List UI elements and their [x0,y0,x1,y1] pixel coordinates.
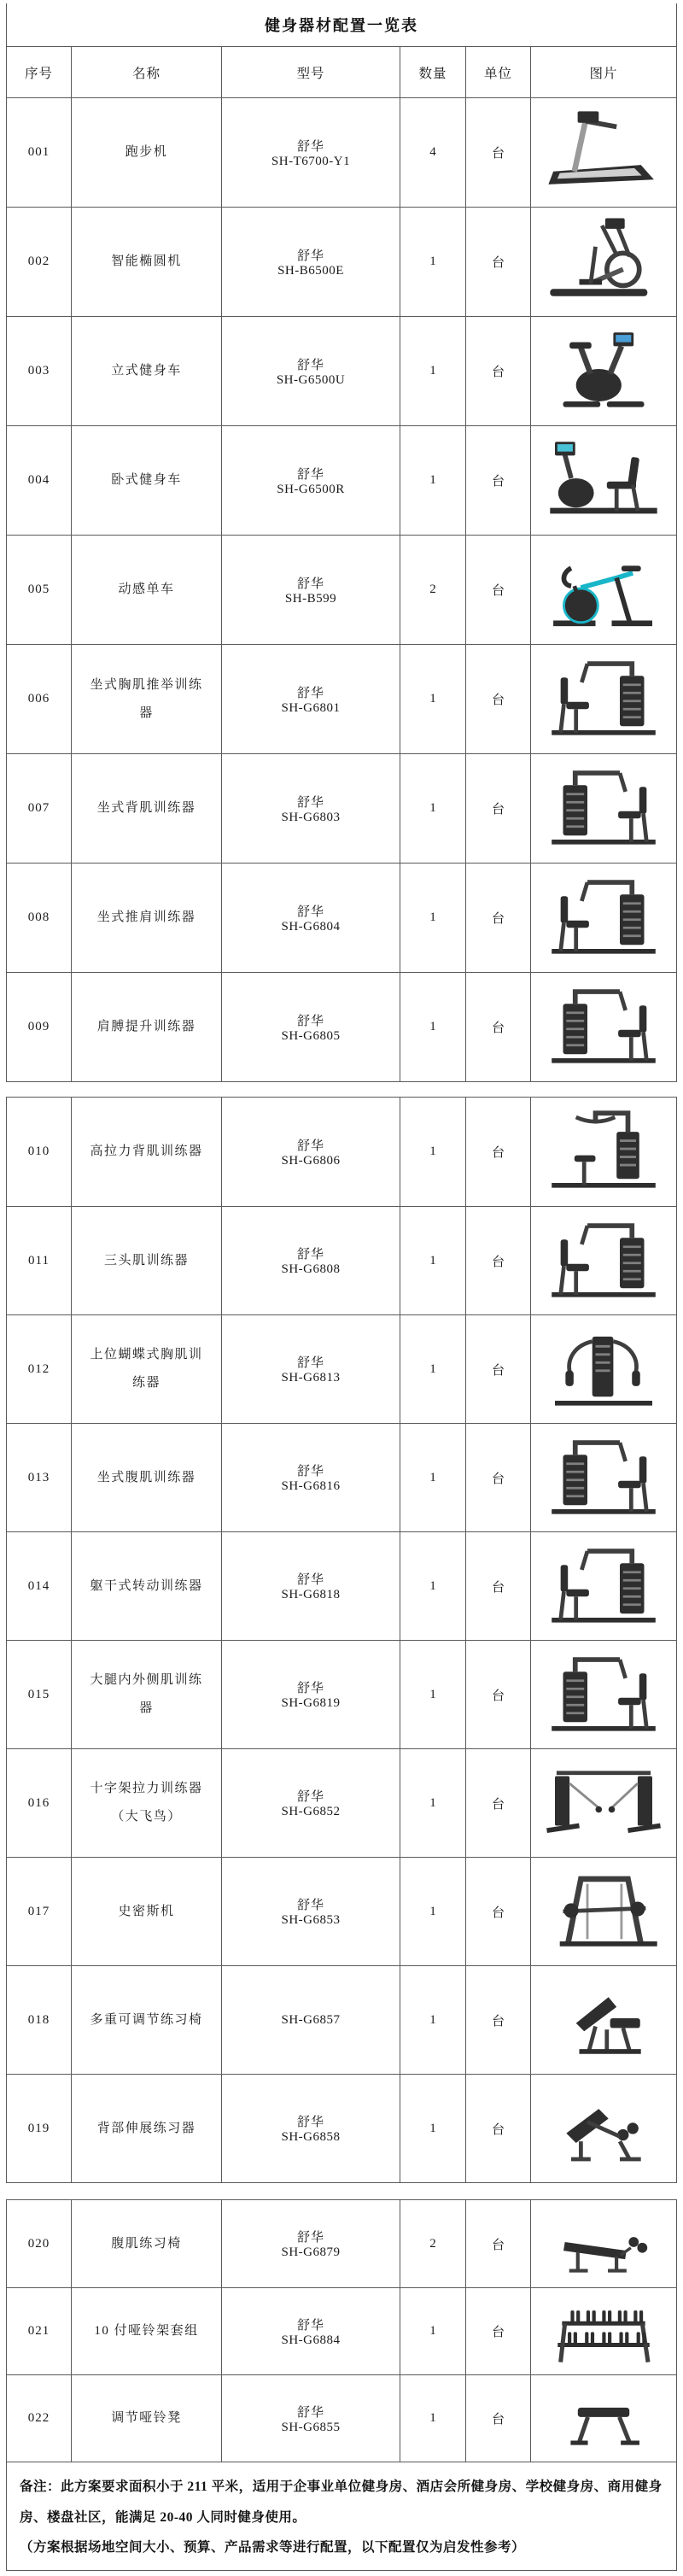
brand-label: 舒华 [296,577,324,591]
strength-machine-a-icon [539,866,668,969]
brand-label: 舒华 [296,1248,324,1262]
page-break-gap [6,2183,677,2199]
unit-cell: 台 [466,1641,531,1748]
row-index-cell: 009 [7,973,72,1081]
row-index-cell: 019 [7,2075,72,2182]
model-cell [222,426,400,535]
dumbbell-stool-icon [539,2376,668,2461]
notes-line-1 [20,2472,663,2532]
quantity-cell: 1 [400,645,466,753]
col-header-model: 型号 [222,47,400,97]
notes-block [7,2462,676,2570]
brand-label: 舒华 [296,905,324,919]
model-label: SH-G6500U [276,372,346,387]
row-index-cell: 022 [7,2375,72,2462]
strength-machine-a-icon [539,1535,668,1638]
model-label: SH-G6884 [281,2333,341,2347]
quantity-cell: 1 [400,1641,466,1748]
photo-cell [531,1532,676,1640]
model-cell [222,2075,400,2182]
strength-machine-b-icon [539,1426,668,1530]
notes-line-2: （方案根据场地空间大小、预算、产品需求等进行配置，以下配置仅为启发性参考） [20,2540,526,2556]
model-label: SH-G6857 [281,2012,341,2027]
row-index-cell: 008 [7,864,72,972]
table-row [7,1423,676,1531]
brand-label: 舒华 [296,1356,324,1370]
col-header-quantity: 数量 [400,47,466,97]
strength-machine-a-icon [539,647,668,751]
strength-machine-b-icon [539,757,668,860]
photo-cell [531,1641,676,1748]
photo-cell [531,1207,676,1314]
equipment-name-cell: 肩膊提升训练器 [72,973,222,1081]
title-row [7,3,676,46]
col-header-unit: 单位 [466,47,531,97]
brand-label: 舒华 [296,249,324,263]
row-index-cell: 005 [7,536,72,644]
model-label: SH-G6500R [277,482,345,496]
model-label: SH-G6853 [281,1913,341,1927]
lat-pulldown-icon [539,1100,668,1203]
photo-cell [531,208,676,316]
unit-cell: 台 [466,2200,531,2287]
ab-bench-icon [539,2202,668,2286]
equipment-name-cell: 大腿内外侧肌训练器 [72,1641,222,1748]
quantity-cell: 1 [400,1749,466,1857]
row-index-cell: 003 [7,317,72,425]
table-row [7,2374,676,2462]
spin-bike-icon [539,538,668,641]
equipment-name-cell: 坐式腹肌训练器 [72,1424,222,1531]
dumbbell-rack-icon [539,2289,668,2374]
model-cell [222,1207,400,1314]
col-header-index: 序号 [7,47,72,97]
model-label: SH-G6806 [281,1153,341,1168]
table-row [7,2287,676,2374]
brand-label: 舒华 [296,467,324,482]
model-label: SH-G6801 [281,700,341,715]
row-index-cell: 004 [7,426,72,535]
photo-cell [531,1858,676,1965]
model-label: SH-G6855 [281,2420,341,2434]
model-cell [222,1641,400,1748]
notes-label: 备注： [20,2479,61,2494]
table-row [7,2200,676,2287]
unit-cell: 台 [466,317,531,425]
quantity-cell: 1 [400,208,466,316]
quantity-cell: 2 [400,536,466,644]
quantity-cell: 2 [400,2200,466,2287]
brand-label: 舒华 [296,2318,324,2333]
quantity-cell: 1 [400,1858,466,1965]
model-cell [222,317,400,425]
table-row [7,535,676,644]
table-row [7,97,676,207]
quantity-cell: 1 [400,754,466,863]
table-row [7,1640,676,1748]
brand-label: 舒华 [296,2231,324,2245]
unit-cell: 台 [466,754,531,863]
quantity-cell: 4 [400,98,466,207]
photo-cell [531,1749,676,1857]
equipment-name-cell: 史密斯机 [72,1858,222,1965]
model-label: SH-G6879 [281,2245,341,2259]
brand-label: 舒华 [296,1465,324,1478]
row-index-cell: 015 [7,1641,72,1748]
brand-label: 舒华 [296,2116,324,2129]
model-label: SH-G6808 [281,1262,341,1276]
table-row [7,863,676,972]
row-index-cell: 013 [7,1424,72,1531]
model-label: SH-G6852 [281,1805,341,1818]
model-label: SH-G6813 [281,1371,341,1385]
equipment-name-cell: 多重可调节练习椅 [72,1966,222,2074]
equipment-name-cell: 躯干式转动训练器 [72,1532,222,1640]
unit-cell: 台 [466,864,531,972]
model-cell [222,1858,400,1965]
col-header-photo: 图片 [589,66,618,81]
quantity-cell: 1 [400,317,466,425]
row-index-cell: 020 [7,2200,72,2287]
photo-cell [531,1315,676,1423]
unit-cell: 台 [466,1749,531,1857]
unit-cell: 台 [466,208,531,316]
brand-label: 舒华 [296,1139,324,1153]
equipment-table-page-3 [6,2199,677,2571]
photo-cell [531,98,676,207]
model-cell [222,536,400,644]
col-header-name: 名称 [72,47,222,97]
equipment-name-cell: 10 付哑铃架套组 [72,2288,222,2374]
unit-cell: 台 [466,426,531,535]
table-row [7,1314,676,1423]
table-row [7,425,676,535]
equipment-name-cell: 智能椭圆机 [72,208,222,316]
brand-label: 舒华 [296,358,324,372]
model-cell [222,973,400,1081]
photo-cell [531,2375,676,2462]
equipment-name-cell: 三头肌训练器 [72,1207,222,1314]
cable-crossover-icon [539,1752,668,1855]
model-cell [222,1966,400,2074]
brand-label: 舒华 [296,2405,324,2420]
unit-cell: 台 [466,973,531,1081]
model-cell [222,1749,400,1857]
unit-cell: 台 [466,1424,531,1531]
unit-cell: 台 [466,2075,531,2182]
table-row [7,644,676,753]
photo-cell [531,2075,676,2182]
model-label: SH-T6700-Y1 [271,154,351,168]
photo-cell [531,2200,676,2287]
brand-label: 舒华 [296,795,324,810]
quantity-cell: 1 [400,2288,466,2374]
equipment-name-cell: 调节哑铃凳 [72,2375,222,2462]
brand-label: 舒华 [296,1014,324,1028]
row-index-cell: 014 [7,1532,72,1640]
equipment-table-page-1 [6,3,677,1082]
brand-label: 舒华 [296,1790,324,1804]
equipment-name-cell: 跑步机 [72,98,222,207]
model-cell [222,2288,400,2374]
row-index-cell: 002 [7,208,72,316]
equipment-name-cell: 坐式胸肌推举训练器 [72,645,222,753]
model-cell [222,2200,400,2287]
quantity-cell: 1 [400,1532,466,1640]
quantity-cell: 1 [400,864,466,972]
row-index-cell: 018 [7,1966,72,2074]
equipment-name-cell: 十字架拉力训练器（大飞鸟） [72,1749,222,1857]
row-index-cell: 011 [7,1207,72,1314]
unit-cell: 台 [466,98,531,207]
equipment-name-cell: 腹肌练习椅 [72,2200,222,2287]
adjustable-bench-icon [539,1969,668,2072]
photo-cell [531,1424,676,1531]
equipment-name-cell: 坐式背肌训练器 [72,754,222,863]
equipment-name-cell: 上位蝴蝶式胸肌训练器 [72,1315,222,1423]
equipment-name-cell: 背部伸展练习器 [72,2075,222,2182]
page-break-gap [6,1082,677,1097]
model-label: SH-B599 [284,591,337,606]
model-label: SH-G6858 [281,2130,341,2144]
table-row [7,1857,676,1965]
photo-cell [531,536,676,644]
quantity-cell: 1 [400,2375,466,2462]
upright-bike-icon [539,319,668,423]
model-label: SH-G6803 [281,810,341,824]
model-label: SH-G6804 [281,919,341,934]
pec-fly-icon [539,1318,668,1421]
table-row [7,1098,676,1206]
page-title: 健身器材配置一览表 [265,17,418,34]
model-cell [222,1315,400,1423]
photo-cell [531,973,676,1081]
elliptical-icon [539,210,668,313]
equipment-name-cell: 坐式推肩训练器 [72,864,222,972]
table-row [7,1206,676,1314]
model-label: SH-B6500E [277,263,344,278]
photo-cell [531,754,676,863]
strength-machine-b-icon [539,975,668,1079]
model-cell [222,645,400,753]
equipment-name-cell: 动感单车 [72,536,222,644]
unit-cell: 台 [466,645,531,753]
model-cell [222,208,400,316]
photo-cell [531,2288,676,2374]
row-index-cell: 006 [7,645,72,753]
unit-cell: 台 [466,1098,531,1206]
row-index-cell: 012 [7,1315,72,1423]
unit-cell: 台 [466,1966,531,2074]
brand-label: 舒华 [296,1899,324,1912]
unit-cell: 台 [466,1858,531,1965]
table-row [7,1965,676,2074]
table-header-row [7,46,676,97]
photo-cell [531,317,676,425]
back-extension-icon [539,2077,668,2181]
row-index-cell: 010 [7,1098,72,1206]
strength-machine-a-icon [539,1209,668,1313]
model-cell [222,1098,400,1206]
row-index-cell: 007 [7,754,72,863]
unit-cell: 台 [466,2375,531,2462]
treadmill-icon [539,101,668,204]
table-row [7,2074,676,2182]
quantity-cell: 1 [400,1098,466,1206]
model-label: SH-G6819 [281,1696,341,1710]
quantity-cell: 1 [400,2075,466,2182]
table-row [7,316,676,425]
quantity-cell: 1 [400,1424,466,1531]
model-cell [222,864,400,972]
unit-cell: 台 [466,2288,531,2374]
model-label: SH-G6816 [281,1479,341,1493]
recumbent-bike-icon [539,429,668,532]
smith-machine-icon [539,1860,668,1964]
brand-label: 舒华 [296,139,324,154]
quantity-cell: 1 [400,973,466,1081]
photo-cell [531,645,676,753]
equipment-name-cell: 高拉力背肌训练器 [72,1098,222,1206]
table-row [7,207,676,316]
unit-cell: 台 [466,1532,531,1640]
equipment-table-page-2 [6,1097,677,2183]
photo-cell [531,1098,676,1206]
quantity-cell: 1 [400,1315,466,1423]
brand-label: 舒华 [296,1573,324,1587]
brand-label: 舒华 [296,1682,324,1695]
table-row [7,1531,676,1640]
notes-text-1: 此方案要求面积小于 211 平米，适用于企事业单位健身房、酒店会所健身房、学校健身房、商用健身房、楼盘社区，能满足 20-40 人同时健身使用。 [20,2479,663,2525]
table-row [7,1748,676,1857]
model-cell [222,1424,400,1531]
model-cell [222,98,400,207]
equipment-name-cell: 卧式健身车 [72,426,222,535]
unit-cell: 台 [466,536,531,644]
brand-label: 舒华 [296,686,324,700]
quantity-cell: 1 [400,1966,466,2074]
quantity-cell: 1 [400,1207,466,1314]
table-row [7,753,676,863]
model-label: SH-G6818 [281,1588,341,1601]
model-cell [222,2375,400,2462]
strength-machine-b-icon [539,1643,668,1747]
row-index-cell: 021 [7,2288,72,2374]
photo-cell [531,1966,676,2074]
unit-cell: 台 [466,1207,531,1314]
photo-cell [531,864,676,972]
table-row [7,972,676,1081]
unit-cell: 台 [466,1315,531,1423]
row-index-cell: 001 [7,98,72,207]
quantity-cell: 1 [400,426,466,535]
row-index-cell: 017 [7,1858,72,1965]
row-index-cell: 016 [7,1749,72,1857]
equipment-name-cell: 立式健身车 [72,317,222,425]
model-cell [222,1532,400,1640]
photo-cell [531,426,676,535]
model-label: SH-G6805 [281,1028,341,1043]
model-cell [222,754,400,863]
